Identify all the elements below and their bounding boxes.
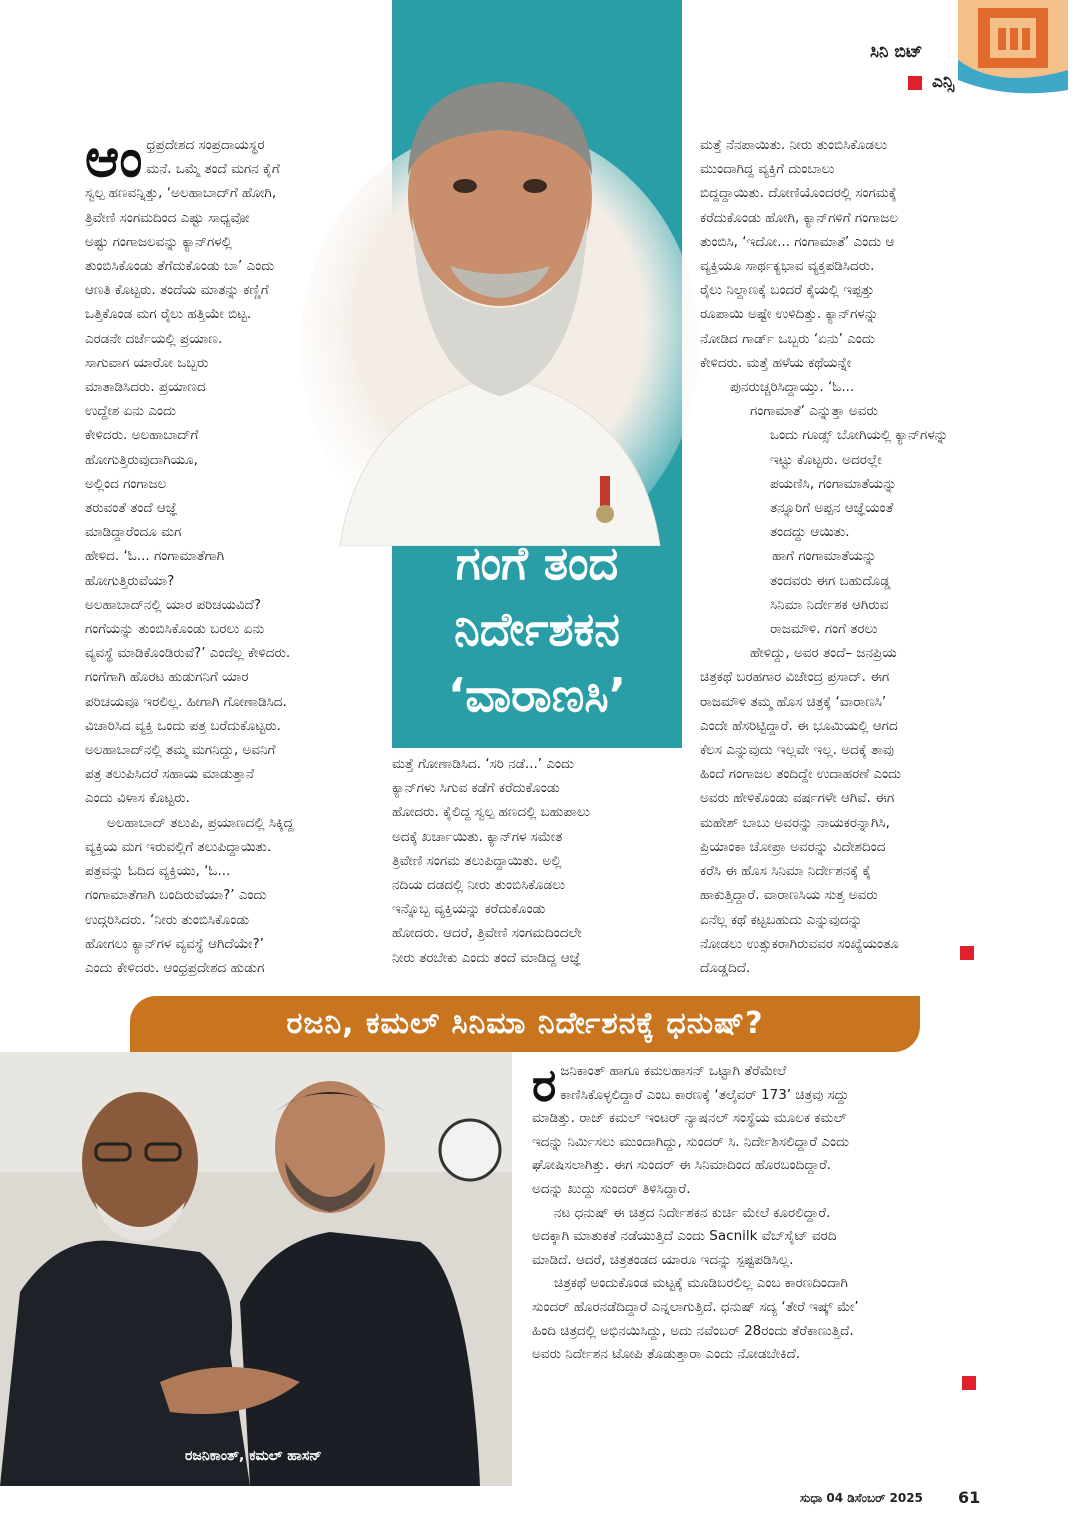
text-line: ವ್ಯಕ್ತಿಯ ಮಗ ಇರುವಲ್ಲಿಗೆ ತಲುಪಿದ್ದಾಯಿತು. xyxy=(85,838,272,855)
text-line: ವಿಚಾರಿಸಿದ ವ್ಯಕ್ತಿ ಒಂದು ಪತ್ರ ಬರೆದುಕೊಟ್ಟರು. xyxy=(85,717,281,734)
text-line: ಸ್ವಲ್ಪ ಹಣವನ್ನಿತ್ತು, ‘ಅಲಹಾಬಾದ್‌ಗೆ ಹೋಗಿ, xyxy=(85,185,277,202)
text-line: ಮಾತಾಡಿಸಿದರು. ಪ್ರಯಾಣದ xyxy=(85,379,206,396)
text-line: ಕಾಣಿಸಿಕೊಳ್ಳಲಿದ್ದಾರೆ ಎಂಬ ಕಾರಣಕ್ಕೆ ‘ತಲೈವರ್ 173’ ಚಿತ್ರವು ಸದ್ದು xyxy=(560,1086,849,1103)
text-line: ಸುಂದರ್ ಹೊರನಡೆದಿದ್ದಾರೆ ಎನ್ನಲಾಗುತ್ತಿದೆ. ಧನುಷ್ ಸದ್ಯ ‘ತೇರೆ ಇಷ್ಕ್ ಮೇ’ xyxy=(532,1298,859,1315)
text-line: ಅವರು ನಿರ್ದೇಶನ ಟೋಪಿ ತೊಡುತ್ತಾರಾ ಎಂದು ನೋಡಬೇಕಿದೆ. xyxy=(532,1346,801,1363)
text-line: ತರುವಂತೆ ತಂದೆ ಆಜ್ಞೆ xyxy=(85,500,178,517)
text-line: ಘೋಷಿಸಲಾಗಿತ್ತು. ಈಗ ಸುಂದರ್‌ ಈ ಸಿನಿಮಾದಿಂದ ಹೊರಬಂದಿದ್ದಾರೆ. xyxy=(532,1157,832,1174)
text-line: ಮಾಡಿತ್ತು. ರಾಜ್ ಕಮಲ್ ಇಂಟರ್ ನ್ಯಾಷನಲ್ ಸಂಸ್ಥೆಯ ಮೂಲಕ ಕಮಲ್ xyxy=(532,1110,847,1127)
text-line: ಗಂಗಾಮಾತೆಗಾಗಿ ಬಂದಿರುವೆಯಾ?’ ಎಂದು xyxy=(85,887,267,904)
issue-info: ಸುಧಾ 04 ಡಿಸೆಂಬರ್ 2025 xyxy=(800,1491,923,1505)
article-column-3 xyxy=(700,133,980,980)
article2-body xyxy=(532,1060,972,1367)
text-line: ಹೋದರು. ಕೈಲಿದ್ದ ಸ್ವಲ್ಪ ಹಣದಲ್ಲಿ ಬಹುಪಾಲು xyxy=(392,804,590,821)
text-line: ಬಿದ್ದದ್ದಾಯಿತು. ದೋಣಿಯೊಂದರಲ್ಲಿ ಸಂಗಮಕ್ಕೆ xyxy=(700,185,897,202)
text-line: ತ್ರಿವೇಣಿ ಸಂಗಮ ತಲುಪಿದ್ದಾಯಿತು. ಅಲ್ಲಿ xyxy=(392,852,562,869)
text-line: ಪರಿಚಯವೂ ಇರಲಿಲ್ಲ. ಹೀಗಾಗಿ ಗೋಣಾಡಿಸಿದ. xyxy=(85,693,287,710)
text-line: ಕರೆದುಕೊಂಡು ಹೋಗಿ, ಕ್ಯಾನ್‌ಗಳಿಗೆ ಗಂಗಾಜಲ xyxy=(700,209,899,226)
text-line: ಕೇಳಿದರು. ಅಲಹಾಬಾದ್‌ಗೆ xyxy=(85,427,199,444)
text-line: ತಂದದ್ದು ಆಯಿತು. xyxy=(770,524,850,541)
text-line: ಹೋಗಲು ಕ್ಯಾನ್‌ಗಳ ವ್ಯವಸ್ಥೆ ಆಗಿದೆಯೇ?’ xyxy=(85,935,264,952)
text-line: ಹೋದರು. ಆದರೆ, ತ್ರಿವೇಣಿ ಸಂಗಮದಿಂದಲೇ xyxy=(392,925,582,942)
text-line: ಎರಡನೇ ದರ್ಜೆಯಲ್ಲಿ ಪ್ರಯಾಣ. xyxy=(85,330,223,347)
text-line: ವ್ಯಕ್ತಿಯೂ ಸಾರ್ಥಕ್ಯಭಾವ ವ್ಯಕ್ತಪಡಿಸಿದರು. xyxy=(700,258,875,275)
text-line: ಮಹೇಶ್ ಬಾಬು ಅವರನ್ನು ನಾಯಕರನ್ನಾಗಿಸಿ, xyxy=(700,814,890,831)
text-line: ವ್ಯವಸ್ಥೆ ಮಾಡಿಕೊಂಡಿರುವೆ?’ ಎಂದೆಲ್ಲ ಕೇಳಿದರು. xyxy=(85,645,291,662)
text-line: ಹಾಕುತ್ತಿದ್ದಾರೆ. ವಾರಾಣಸಿಯ ಸುತ್ತ ಅವರು xyxy=(700,887,878,904)
text-line: ಪುನರುಚ್ಚರಿಸಿದ್ದಾಯ್ತು. ‘ಓ... xyxy=(730,379,855,396)
text-line: ತಂದವರು ಈಗ ಬಹುದೊಡ್ಡ xyxy=(770,572,891,589)
title-line-1: ಗಂಗೆ ತಂದ xyxy=(455,536,619,590)
text-line: ನೀರು ತರಬೇಕು ಎಂದು ತಂದೆ ಮಾಡಿದ್ದ ಆಜ್ಞೆ xyxy=(392,949,582,966)
photo-caption: ರಜನಿಕಾಂತ್, ಕಮಲ್ ಹಾಸನ್ xyxy=(185,1448,322,1464)
end-mark-2 xyxy=(962,1376,976,1390)
drop-cap: ಆಂ xyxy=(85,129,143,189)
text-line: ಅದಕ್ಕಾಗಿ ಮಾತುಕತೆ ನಡೆಯುತ್ತಿದೆ ಎಂದು Sacnilk ವೆಬ್‌ಸೈಟ್ ವರದಿ xyxy=(532,1228,837,1245)
end-mark xyxy=(960,946,974,960)
text-line: ಕೆಲಸ ಎನ್ನುವುದು ಇಲ್ಲವೇ ಇಲ್ಲ. ಅದಕ್ಕೆ ತಾವು xyxy=(700,742,894,759)
text-line: ಹೇಳಿದ. ‘ಓ... ಗಂಗಾಮಾತೆಗಾಗಿ xyxy=(85,548,225,565)
text-line: ರಾಜಮೌಳಿ ತಮ್ಮ ಹೊಸ ಚಿತ್ರಕ್ಕೆ ‘ವಾರಾಣಸಿ’ xyxy=(700,693,887,710)
text-line: ಸಾಗುವಾಗ ಯಾರೋ ಒಬ್ಬರು xyxy=(85,354,209,371)
title-line-2: ನಿರ್ದೇಶಕನ xyxy=(454,602,620,656)
text-line: ಚಿತ್ರಕಥೆ ಅಂದುಕೊಂಡ ಮಟ್ಟಕ್ಕೆ ಮೂಡಿಬರಲಿಲ್ಲ ಎಂಬ ಕಾರಣದಿಂದಾಗಿ xyxy=(554,1275,848,1292)
article-column-1 xyxy=(85,129,385,980)
text-line: ಇನ್ನೊಬ್ಬ ವ್ಯಕ್ತಿಯನ್ನು ಕರೆದುಕೊಂಡು xyxy=(392,901,546,918)
text-line: ಗಂಗೆಗಾಗಿ ಹೊರಟ ಹುಡುಗನಿಗೆ ಯಾರ xyxy=(85,669,249,686)
article2-headline: ರಜನಿ, ಕಮಲ್ ಸಿನಿಮಾ ನಿರ್ದೇಶನಕ್ಕೆ ಧನುಷ್? xyxy=(286,1006,764,1041)
text-line: ರಾಜಮೌಳಿ. ಗಂಗೆ ತರಲು xyxy=(770,621,878,638)
text-line: ತುಂಬಿಸಿ, ‘ಇದೋ... ಗಂಗಾಮಾತೆ’ ಎಂದು ಆ xyxy=(700,233,895,250)
text-line: ನೋಡಿದ ಗಾರ್ಡ್ ಒಬ್ಬರು ‘ಏನು’ ಎಂದು xyxy=(700,330,875,347)
text-line: ರೂಪಾಯಿ ಅಷ್ಟೇ ಉಳಿದಿತ್ತು. ಕ್ಯಾನ್‌ಗಳನ್ನು xyxy=(700,306,879,323)
title-line-3: ‘ವಾರಾಣಸಿ’ xyxy=(447,668,627,722)
text-line: ಮನೆ. ಒಮ್ಮೆ ತಂದೆ ಮಗನ ಕೈಗೆ xyxy=(146,161,280,178)
text-line: ಹೇಳಿದ್ದು, ಅವರ ತಂದೆ– ಜನಪ್ರಿಯ xyxy=(750,645,897,662)
text-line: ಒಂದು ಗೂಡ್ಸ್ ಬೋಗಿಯಲ್ಲಿ ಕ್ಯಾನ್‌ಗಳನ್ನು xyxy=(770,427,949,444)
text-line: ಹಿಂದೆ ಗಂಗಾಜಲ ತಂದಿದ್ದೇ ಉದಾಹರಣೆ ಎಂದು xyxy=(700,766,902,783)
text-line: ಎಂದು ವಿಳಾಸ ಕೊಟ್ಟರು. xyxy=(85,790,190,807)
text-line: ದೊಡ್ಡದಿದೆ. xyxy=(700,959,751,976)
text-line: ಗಂಗಾಮಾತೆ’ ಎನ್ನುತ್ತಾ ಅವರು xyxy=(750,403,878,420)
text-line: ಪತ್ರ ತಲುಪಿಸಿದರೆ ಸಹಾಯ ಮಾಡುತ್ತಾನೆ xyxy=(85,766,255,783)
text-line: ಅದಕ್ಕೆ ಖರ್ಚಾಯಿತು. ಕ್ಯಾನ್‌ಗಳ ಸಮೇತ xyxy=(392,828,563,845)
text-line: ನೋಡಲು ಉತ್ಸುಕರಾಗಿರುವವರ ಸಂಖ್ಯೆಯಂತೂ xyxy=(700,935,899,952)
text-line: ಏನೆಲ್ಲ ಕಥೆ ಕಟ್ಟಬಹುದು ಎನ್ನುವುದನ್ನು xyxy=(700,911,863,928)
text-line: ಪ್ರಿಯಾಂಕಾ ಚೋಪ್ರಾ ಅವರನ್ನು ವಿದೇಶದಿಂದ xyxy=(700,838,886,855)
text-line: ಹೋಗುತ್ತಿರುವೆಯಾ? xyxy=(85,572,175,589)
text-line: ನದಿಯ ದಡದಲ್ಲಿ ನೀರು ತುಂಬಿಸಿಕೊಡಲು xyxy=(392,877,566,894)
text-line: ತ್ರಿವೇಣಿ ಸಂಗಮದಿಂದ ಎಷ್ಟು ಸಾಧ್ಯವೋ xyxy=(85,209,250,226)
text-line: ಕ್ಯಾನ್‌ಗಳು ಸಿಗುವ ಕಡೆಗೆ ಕರೆದುಕೊಂಡು xyxy=(392,780,560,797)
text-line: ಧ್ರಪ್ರದೇಶದ ಸಂಪ್ರದಾಯಸ್ಥರ xyxy=(146,137,265,153)
text-line: ರೈಲು ನಿಲ್ದಾಣಕ್ಕೆ ಬಂದರೆ ಕೈಯಲ್ಲಿ ಇಪ್ಪತ್ತು xyxy=(700,282,875,299)
text-line: ಎಂದು ಕೇಳಿದರು. ಆಂಧ್ರಪ್ರದೇಶದ ಹುಡುಗ xyxy=(85,959,265,976)
text-line: ಹಾಗೆ ಗಂಗಾಮಾತೆಯನ್ನು xyxy=(772,548,877,565)
text-line: ಇದನ್ನು ನಿರ್ಮಿಸಲು ಮುಂದಾಗಿದ್ದು, ಸುಂದರ್ ಸಿ. ನಿರ್ದೇಶಿಸಲಿದ್ದಾರೆ ಎಂದು xyxy=(532,1133,850,1150)
section-marker xyxy=(908,76,922,90)
text-line: ಸಿನಿಮಾ ನಿರ್ದೇಶಕ ಆಗಿರುವ xyxy=(770,596,889,613)
text-line: ಎಂದೇ ಹೆಸರಿಟ್ಟಿದ್ದಾರೆ. ಈ ಭೂಮಿಯಲ್ಲಿ ಆಗದ xyxy=(700,717,898,734)
text-line: ಮತ್ತೆ ಗೋಣಾಡಿಸಿದ. ‘ಸರಿ ನಡೆ...’ ಎಂದು xyxy=(392,756,574,772)
text-line: ಪಯಣಿಸಿ, ಗಂಗಾಮಾತೆಯನ್ನು xyxy=(770,475,897,492)
section-label: ಸಿನಿ ಬಿಟ್ xyxy=(870,42,923,62)
text-line: ಅಲಹಾಬಾದ್‌ನಲ್ಲಿ ಯಾರ ಪರಿಚಯವಿದೆ? xyxy=(85,596,262,613)
text-line: ಒತ್ತಿಕೊಂಡ ಮಗ ರೈಲು ಹತ್ತಿಯೇ ಬಿಟ್ಟ. xyxy=(85,306,252,323)
text-line: ಇಟ್ಟು ಕೊಟ್ಟರು. ಅದರಲ್ಲೇ xyxy=(770,451,882,468)
article-title xyxy=(392,530,682,728)
text-line: ಜನಿಕಾಂತ್ ಹಾಗೂ ಕಮಲಹಾಸನ್ ಒಟ್ಟಾಗಿ ತೆರೆಮೇಲೆ xyxy=(560,1063,787,1079)
filmstrip-icon xyxy=(958,0,1068,110)
text-line: ಅವರು ಹೇಳಿಕೊಂಡು ವರ್ಷಗಳೇ ಆಗಿವೆ. ಈಗ xyxy=(700,790,895,807)
text-line: ಉದ್ದೇಶ ಏನು ಎಂದು xyxy=(85,403,177,420)
text-line: ಕೇಳಿದರು. ಮತ್ತೆ ಹಳೆಯ ಕಥೆಯನ್ನೇ xyxy=(700,354,852,371)
text-line: ಮುಂದಾಗಿದ್ದ ವ್ಯಕ್ತಿಗೆ ದುಂಬಾಲು xyxy=(700,161,835,178)
text-line: ಅದನ್ನು ಖುದ್ದು ಸುಂದರ್ ತಿಳಿಸಿದ್ದಾರೆ. xyxy=(532,1180,691,1197)
section-label-2: ಎನ್ಸಿ xyxy=(932,72,954,92)
text-line: ಅಷ್ಟು ಗಂಗಾಜಲವನ್ನು ಕ್ಯಾನ್‌ಗಳಲ್ಲಿ xyxy=(85,233,232,250)
text-line: ನಟ ಧನುಷ್ ಈ ಚಿತ್ರದ ನಿರ್ದೇಶಕನ ಕುರ್ಚಿ ಮೇಲೆ ಕೂರಲಿದ್ದಾರೆ. xyxy=(554,1204,831,1221)
text-line: ಪತ್ರವನ್ನು ಓದಿದ ವ್ಯಕ್ತಿಯು, ‘ಓ... xyxy=(85,863,231,880)
text-line: ಹೋಗುತ್ತಿರುವುದಾಗಿಯೂ, xyxy=(85,451,198,468)
text-line: ಕರೆಸಿ ಈ ಹೊಸ ಸಿನಿಮಾ ನಿರ್ದೇಶನಕ್ಕೆ ಕೈ xyxy=(700,863,872,880)
text-line: ಹಿಂದಿ ಚಿತ್ರದಲ್ಲಿ ಅಭಿನಯಿಸಿದ್ದು, ಅದು ನವೆಂಬರ್ 28ರಂದು ತೆರೆಕಾಣುತ್ತಿದೆ. xyxy=(532,1322,854,1339)
text-line: ಚಿತ್ರಕಥೆ ಬರಹಗಾರ ವಿಜೇಂದ್ರ ಪ್ರಸಾದ್. ಈಗ xyxy=(700,669,890,686)
text-line: ಮಾಡಿದ್ದಾರೆಂದೂ ಮಗ xyxy=(85,524,182,541)
page-number: 61 xyxy=(958,1488,981,1507)
text-line: ತನ್ನೂರಿಗೆ ಅಪ್ಪನ ಆಜ್ಞೆಯಂತೆ xyxy=(770,500,894,517)
article-column-2 xyxy=(392,752,682,970)
text-line: ಅಲಹಾಬಾದ್ ತಲುಪಿ, ಪ್ರಯಾಣದಲ್ಲಿ ಸಿಕ್ಕಿದ್ದ xyxy=(107,814,294,831)
rajini-kamal-photo xyxy=(0,1052,512,1486)
text-line: ಮತ್ತೆ ನೆನಪಾಯಿತು. ನೀರು ತುಂಬಿಸಿಕೊಡಲು xyxy=(700,137,888,153)
drop-cap-2: ರ xyxy=(532,1058,557,1112)
text-line: ತುಂಬಿಸಿಕೊಂಡು ತೆಗೆದುಕೊಂಡು ಬಾ’ ಎಂದು xyxy=(85,258,275,275)
text-line: ಆಣತಿ ಕೊಟ್ಟರು. ತಂದೆಯ ಮಾತನ್ನು ಕಣ್ಣಿಗೆ xyxy=(85,282,269,299)
text-line: ಮಾಡಿದೆ. ಆದರೆ, ಚಿತ್ರತಂಡದ ಯಾರೂ ಇದನ್ನು ಸ್ಪಷ್ಟಪಡಿಸಿಲ್ಲ. xyxy=(532,1251,794,1268)
text-line: ಉದ್ಗರಿಸಿದರು. ‘ನೀರು ತುಂಬಿಸಿಕೊಂಡು xyxy=(85,911,250,928)
text-line: ಅಲಹಾಬಾದ್‌ನಲ್ಲಿ ತಮ್ಮ ಮಗನಿದ್ದು, ಅವನಿಗೆ xyxy=(85,742,276,759)
text-line: ಗಂಗೆಯನ್ನು ತುಂಬಿಸಿಕೊಂಡು ಬರಲು ಏನು xyxy=(85,621,265,638)
text-line: ಅಲ್ಲಿಂದ ಗಂಗಾಜಲ xyxy=(85,475,167,492)
